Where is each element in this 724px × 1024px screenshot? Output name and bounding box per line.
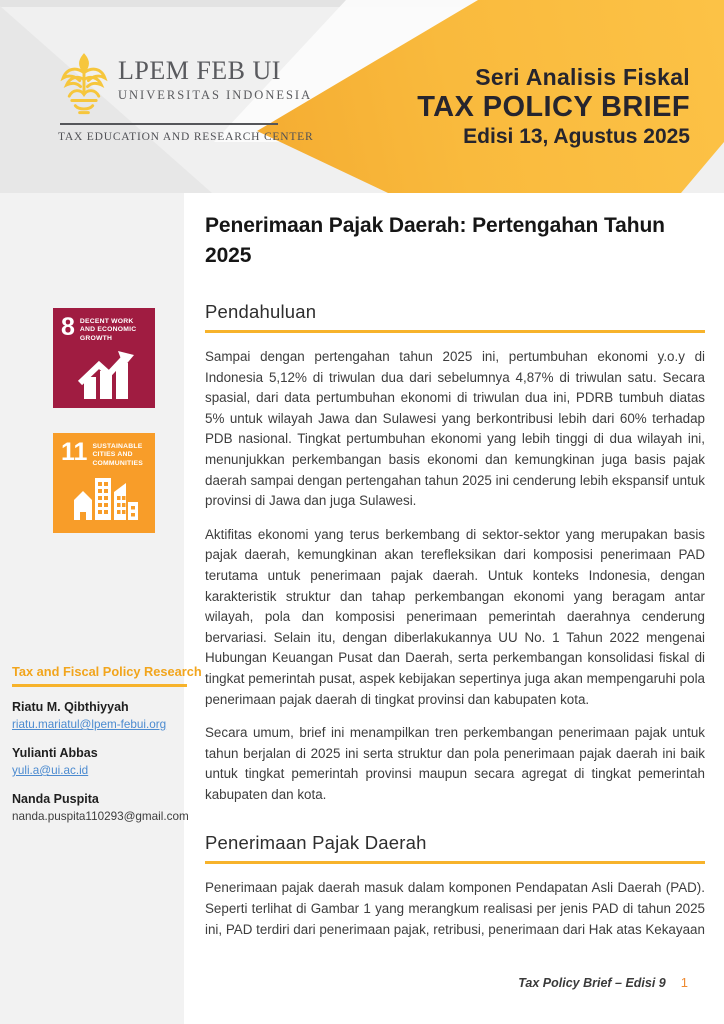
sdg-11-badge xyxy=(53,433,155,533)
logo-university-name: UNIVERSITAS INDONESIA xyxy=(118,88,313,102)
sdg11-city-icon xyxy=(72,474,138,522)
logo-divider xyxy=(60,123,278,125)
author-email: nanda.puspita110293@gmail.com xyxy=(12,810,189,823)
logo-org-name: LPEM FEB UI xyxy=(118,56,281,85)
sdg-11-label: SUSTAINABLE CITIES AND COMMUNITIES xyxy=(92,443,143,467)
paragraph: Penerimaan pajak daerah masuk dalam komponen Pendapatan Asli Daerah (PAD). Seperti terlihat di Gambar 1 yang merangkum realisasi per jenis PAD di tahun 2025 ini, PAD terdiri dari penerimaan pajak, retribusi, penerimaan dari Hak atas Kekayaan xyxy=(205,880,705,937)
logo-center-name: TAX EDUCATION AND RESEARCH CENTER xyxy=(58,131,314,143)
sdg-8-number: 8 xyxy=(61,313,75,341)
section-heading: Pendahuluan xyxy=(205,301,705,333)
banner-text xyxy=(417,63,690,151)
section-heading: Penerimaan Pajak Daerah xyxy=(205,832,705,864)
page-number: 1 xyxy=(680,975,688,990)
section-penerimaan-pajak-daerah xyxy=(205,832,705,940)
paragraph: Sampai dengan pertengahan tahun 2025 ini, pertumbuhan ekonomi y.o.y di Indonesia 5,12% di triwulan dua dari sebelumnya 4,87% di triwulan satu. Secara spasial, dari data pertumbuhan ekonomi di triwulan dua ini, PDRB tumbuh diatas 5% untuk wilayah Jawa dan Sulawesi yang berkontribusi lebih dari 60% terhadap PDB nasional. Tingkat pertumbuhan ekonomi yang lebih tinggi di dua wilayah ini, menunjukkan perkembangan basis ekonomi dan kemungkinan juga basis pajak daerah sampai dengan pertengahan tahun 2025 ini cenderung lebih ekspansif untuk provinsi di Jawa dan juga Sulawesi. xyxy=(205,349,705,509)
author-entry xyxy=(12,700,194,733)
footer-title: Tax Policy Brief – Edisi 9 xyxy=(518,976,666,990)
makara-ui-logo-icon xyxy=(58,52,110,116)
document-title: Penerimaan Pajak Daerah: Pertengahan Tahun 2025 xyxy=(205,214,665,267)
paragraph: Aktifitas ekonomi yang terus berkembang di sektor-sektor yang merupakan basis pajak daerah, kemungkinan akan terefleksikan dari komposisi penerimaan PAD terutama untuk penerimaan pajak daerah. Untuk konteks Indonesia, dengan karakteristik struktur dan tahap perkembangan ekonomi yang beragam antar wilayah, pola dan komposisi penerimaan pemerintah daerahnya cenderung bervariasi. Selain itu, dengan diberlakukannya UU No. 1 Tahun 2022 mengenai Hubungan Keuangan Pusat dan Daerah, serta perkembangan konsolidasi fiskal di tingkat pemerintah pusat, aspek kebijakan sepertinya juga akan mempengaruhi pola penerimaan pajak daerah di tingkat provinsi dan kabupaten kota. xyxy=(205,526,705,707)
author-entry xyxy=(12,792,194,825)
lpem-logo-block xyxy=(58,52,318,143)
page-footer xyxy=(518,975,688,990)
paragraph: Secara umum, brief ini menampilkan tren perkembangan penerimaan pajak untuk tahun berjalan di 2025 ini serta struktur dan pola penerimaan pajak daerah ini baik untuk tingkat pemerintah provinsi maupun secara agregat di tingkat pemerintah kabupaten dan kota. xyxy=(205,725,705,802)
sdg8-chart-icon xyxy=(72,349,138,401)
author-email-link[interactable]: riatu.mariatul@lpem-febui.org xyxy=(12,718,167,731)
banner-title: TAX POLICY BRIEF xyxy=(417,91,690,123)
sdg-8-badge xyxy=(53,308,155,408)
sdg-8-label: DECENT WORK AND ECONOMIC GROWTH xyxy=(79,318,137,342)
author-name: Yulianti Abbas xyxy=(12,746,98,760)
sdg-11-number: 11 xyxy=(61,438,88,466)
author-name: Nanda Puspita xyxy=(12,792,99,806)
research-title-underline xyxy=(12,684,187,687)
author-email-link[interactable]: yuli.a@ui.ac.id xyxy=(12,764,89,777)
author-entry xyxy=(12,746,194,779)
author-name: Riatu M. Qibthiyyah xyxy=(12,700,129,714)
research-group-title: Tax and Fiscal Policy Research xyxy=(12,664,202,679)
header xyxy=(0,0,724,193)
research-group-block xyxy=(12,664,202,825)
banner-series: Seri Analisis Fiskal xyxy=(475,64,690,90)
banner-edition: Edisi 13, Agustus 2025 xyxy=(463,125,690,148)
section-pendahuluan xyxy=(205,301,705,805)
main-content xyxy=(205,211,705,953)
